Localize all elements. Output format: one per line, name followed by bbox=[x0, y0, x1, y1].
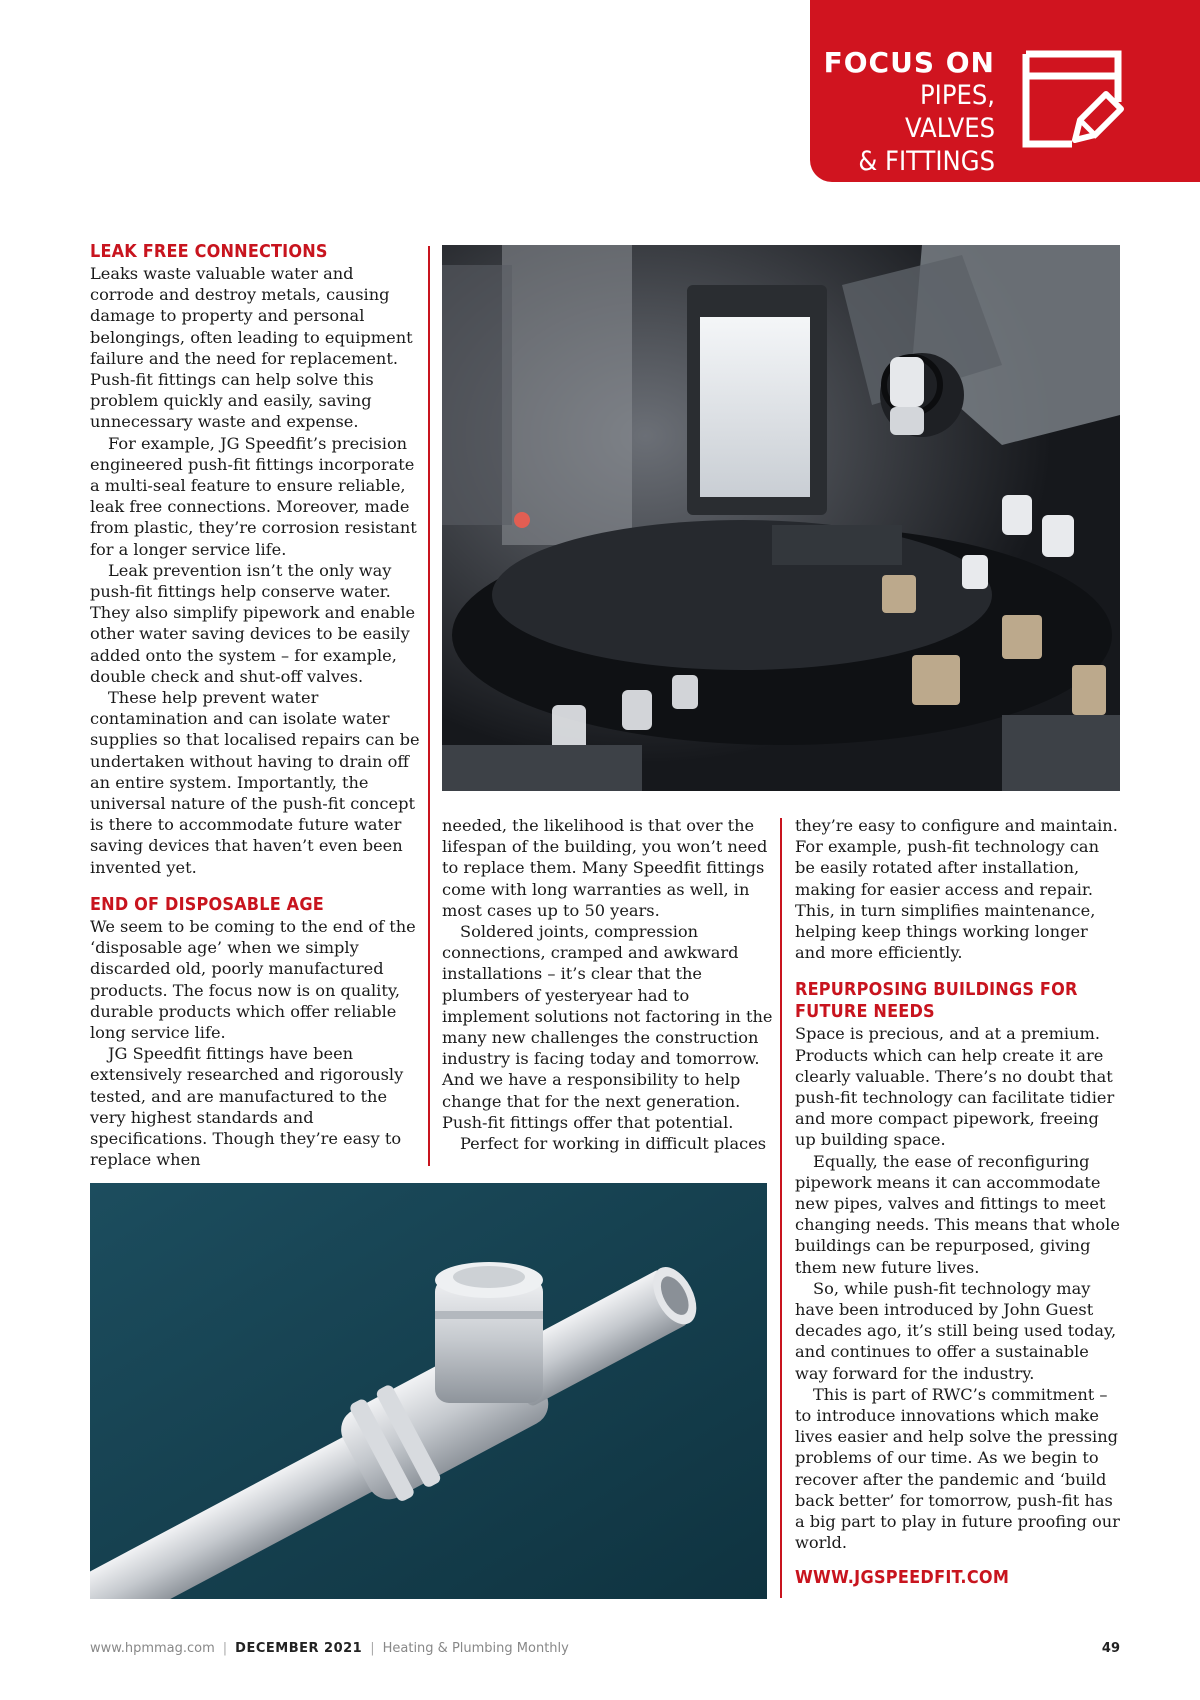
footer-website[interactable]: www.hpmmag.com bbox=[90, 1641, 215, 1656]
paragraph: For example, JG Speedfit’s precision engineered push-fit fittings incorporate a multi-seal feature to ensure reliable, leak free connections. Moreover, made from plastic, they’re corrosion resistant for a longer service life. bbox=[90, 433, 417, 559]
factory-machinery-photo bbox=[442, 245, 1120, 791]
article-column-1 bbox=[90, 241, 420, 1170]
paragraph: So, while push-fit technology may have been introduced by John Guest decades ago, it’s still being used today, and continues to offer a sustainable way forward for the industry. bbox=[795, 1278, 1117, 1383]
page-number: 49 bbox=[1101, 1641, 1120, 1656]
paragraph: This is part of RWC’s commitment – to introduce innovations which make lives easier and help solve the pressing problems of our time. As we begin to recover after the pandemic and ‘build back better’ for tomorrow, push-fit has a big part to play in future proofing our world. bbox=[795, 1384, 1120, 1553]
footer-divider: | bbox=[370, 1641, 375, 1656]
website-link[interactable]: WWW.JGSPEEDFIT.COM bbox=[795, 1567, 1010, 1588]
footer-publication: Heating & Plumbing Monthly bbox=[382, 1641, 569, 1656]
footer-issue-date: DECEMBER 2021 bbox=[235, 1641, 363, 1656]
edit-document-icon bbox=[1020, 48, 1124, 150]
paragraph: Space is precious, and at a premium. Products which can help create it are clearly valuable. There’s no doubt that push-fit technology can facilitate tidier and more compact pipework, freeing up building space. bbox=[795, 1024, 1115, 1150]
push-fit-tee-photo bbox=[90, 1183, 767, 1599]
badge-title bbox=[810, 46, 995, 178]
paragraph: they’re easy to configure and maintain. For example, push-fit technology can be easily rotated after installation, making for easier access and repair. This, in turn simplifies maintenance, helping keep things working longer and more efficiently. bbox=[795, 816, 1118, 963]
article-column-2 bbox=[442, 815, 777, 1154]
paragraph: Soldered joints, compression connections, cramped and awkward installations – it’s clear that the plumbers of yesteryear had to implement solutions not factoring in the many new challenges the construction industry is facing today and tomorrow. And we have a responsibility to help change that for the next generation. Push-fit fittings offer that potential. bbox=[442, 922, 773, 1132]
badge-line-2: PIPES, VALVES bbox=[905, 80, 995, 144]
paragraph: Leak prevention isn’t the only way push-fit fittings help conserve water. They also simplify pipework and enable other water saving devices to be easily added onto the system – for example, double check and shut-off valves. bbox=[90, 560, 416, 686]
badge-line-3: & FITTINGS bbox=[858, 146, 995, 177]
section-badge bbox=[810, 0, 1200, 182]
footer-divider: | bbox=[222, 1641, 228, 1656]
article-column-3 bbox=[795, 815, 1120, 1589]
page-footer bbox=[90, 1641, 1120, 1661]
paragraph: needed, the likelihood is that over the lifespan of the building, you won’t need to replace them. Many Speedfit fittings come with long warranties as well, in most cases up to 50 years. bbox=[442, 816, 768, 920]
paragraph: Leaks waste valuable water and corrode and destroy metals, causing damage to property and personal belongings, often leading to equipment failure and the need for replacement. Push-fit fittings can help solve this problem quickly and easily, saving unnecessary waste and expense. bbox=[90, 264, 413, 432]
column-divider bbox=[428, 246, 430, 1166]
heading-repurposing-buildings: REPURPOSING BUILDINGS FOR FUTURE NEEDS bbox=[795, 980, 1078, 1023]
paragraph: JG Speedfit fittings have been extensively researched and rigorously tested, and are manufactured to the very highest standards and specifications. Though they’re easy to replace when bbox=[90, 1044, 404, 1170]
paragraph: Perfect for working in difficult places bbox=[460, 1134, 767, 1154]
heading-leak-free-connections: LEAK FREE CONNECTIONS bbox=[90, 242, 328, 262]
column-divider bbox=[780, 818, 782, 1598]
badge-line-1: FOCUS ON bbox=[823, 46, 995, 79]
paragraph: These help prevent water contamination and can isolate water supplies so that localised repairs can be undertaken without having to drain off an entire system. Importantly, the universal nature of the push-fit concept is there to accommodate future water saving devices that haven’t even been invented yet. bbox=[90, 688, 420, 877]
heading-end-of-disposable-age: END OF DISPOSABLE AGE bbox=[90, 894, 324, 915]
paragraph: Equally, the ease of reconfiguring pipework means it can accommodate new pipes, valves and fittings to meet changing needs. This means that whole buildings can be repurposed, giving them new future lives. bbox=[795, 1151, 1120, 1277]
paragraph: We seem to be coming to the end of the ‘disposable age’ when we simply discarded old, poorly manufactured products. The focus now is on quality, durable products which offer reliable long service life. bbox=[90, 916, 416, 1042]
